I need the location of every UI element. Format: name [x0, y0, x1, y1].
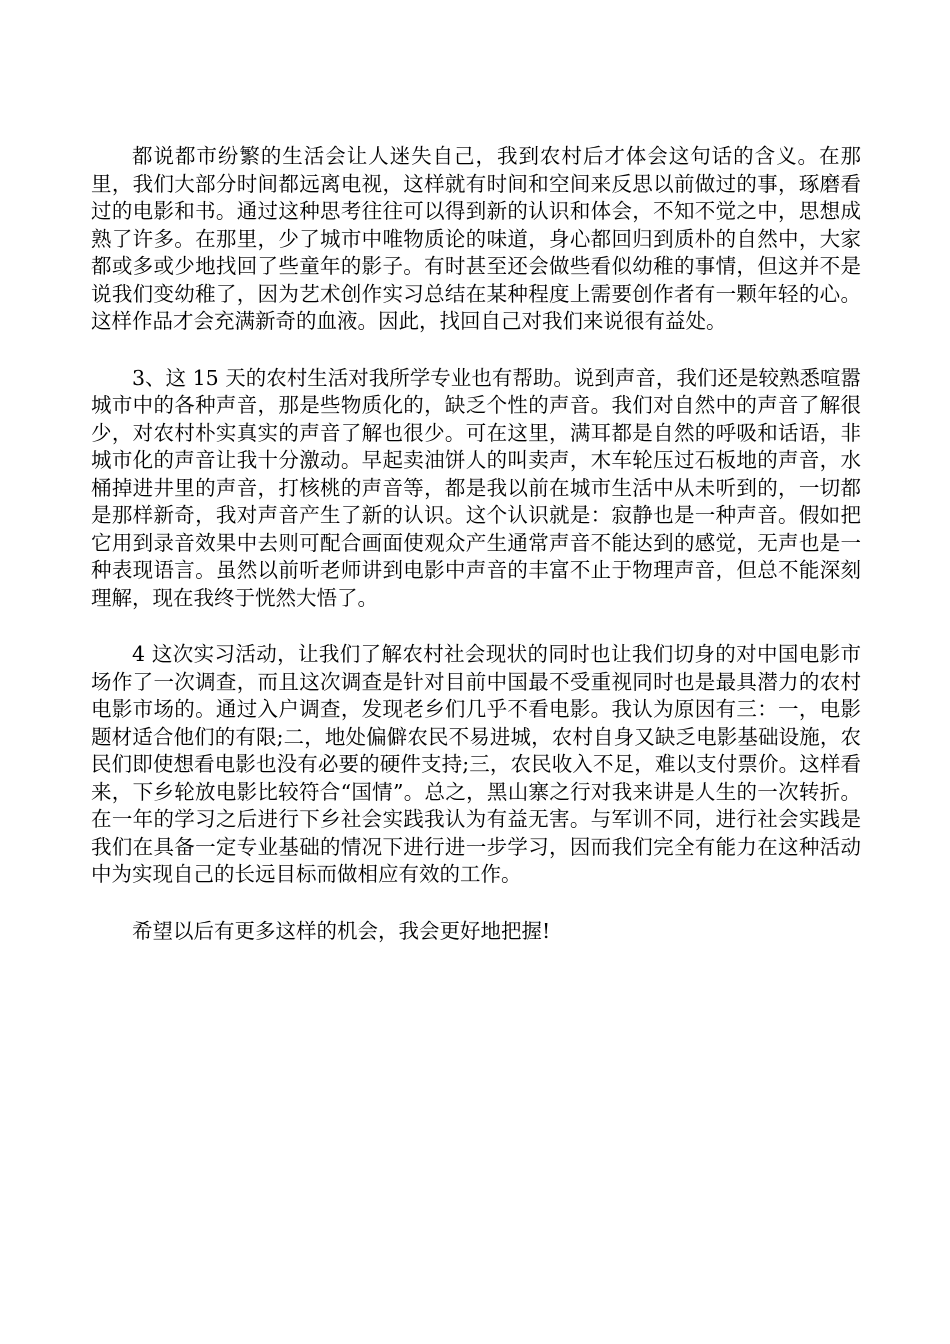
paragraph-film-market: 4 这次实习活动，让我们了解农村社会现状的同时也让我们切身的对中国电影市场作了一次调查，而且这次调查是针对目前中国最不受重视同时也是最具潜力的农村电影市场的。通过入户调查，发现老乡们几乎不看电影。我认为原因有三：一，电影题材适合他们的有限;二，地处偏僻农民不易进城，农村自身又缺乏电影基础设施，农民们即使想看电影也没有必要的硬件支持;三，农民收入不足，难以支付票价。这样看来，下乡轮放电影比较符合“国情”。总之，黑山寨之行对我来讲是人生的一次转折。在一年的学习之后进行下乡社会实践我认为有益无害。与军训不同，进行社会实践是我们在具备一定专业基础的情况下进行进一步学习，因而我们完全有能力在这种活动中为实现自己的长远目标而做相应有效的工作。	[91, 642, 861, 886]
document-body	[91, 143, 861, 974]
paragraph-closing: 希望以后有更多这样的机会，我会更好地把握!	[132, 918, 551, 943]
paragraph-city-life: 都说都市纷繁的生活会让人迷失自己，我到农村后才体会这句话的含义。在那里，我们大部分时间都远离电视，这样就有时间和空间来反思以前做过的事，琢磨看过的电影和书。通过这种思考往往可以得到新的认识和体会，不知不觉之中，思想成熟了许多。在那里，少了城市中唯物质论的味道，身心都回归到质朴的自然中，大家都或多或少地找回了些童年的影子。有时甚至还会做些看似幼稚的事情，但这并不是说我们变幼稚了，因为艺术创作实习总结在某种程度上需要创作者有一颗年轻的心。这样作品才会充满新奇的血液。因此，找回自己对我们来说很有益处。	[91, 144, 861, 333]
paragraph-sound-study: 3、这 15 天的农村生活对我所学专业也有帮助。说到声音，我们还是较熟悉喧嚣城市中的各种声音，那是些物质化的，缺乏个性的声音。我们对自然中的声音了解很少，对农村朴实真实的声音了解也很少。可在这里，满耳都是自然的呼吸和话语，非城市化的声音让我十分激动。早起卖油饼人的叫卖声，木车轮压过石板地的声音，水桶掉进井里的声音，打核桃的声音等，都是我以前在城市生活中从未听到的，一切都是那样新奇，我对声音产生了新的认识。这个认识就是：寂静也是一种声音。假如把它用到录音效果中去则可配合画面使观众产生通常声音不能达到的感觉，无声也是一种表现语言。虽然以前听老师讲到电影中声音的丰富不止于物理声音，但总不能深刻理解，现在我终于恍然大悟了。	[91, 365, 861, 610]
